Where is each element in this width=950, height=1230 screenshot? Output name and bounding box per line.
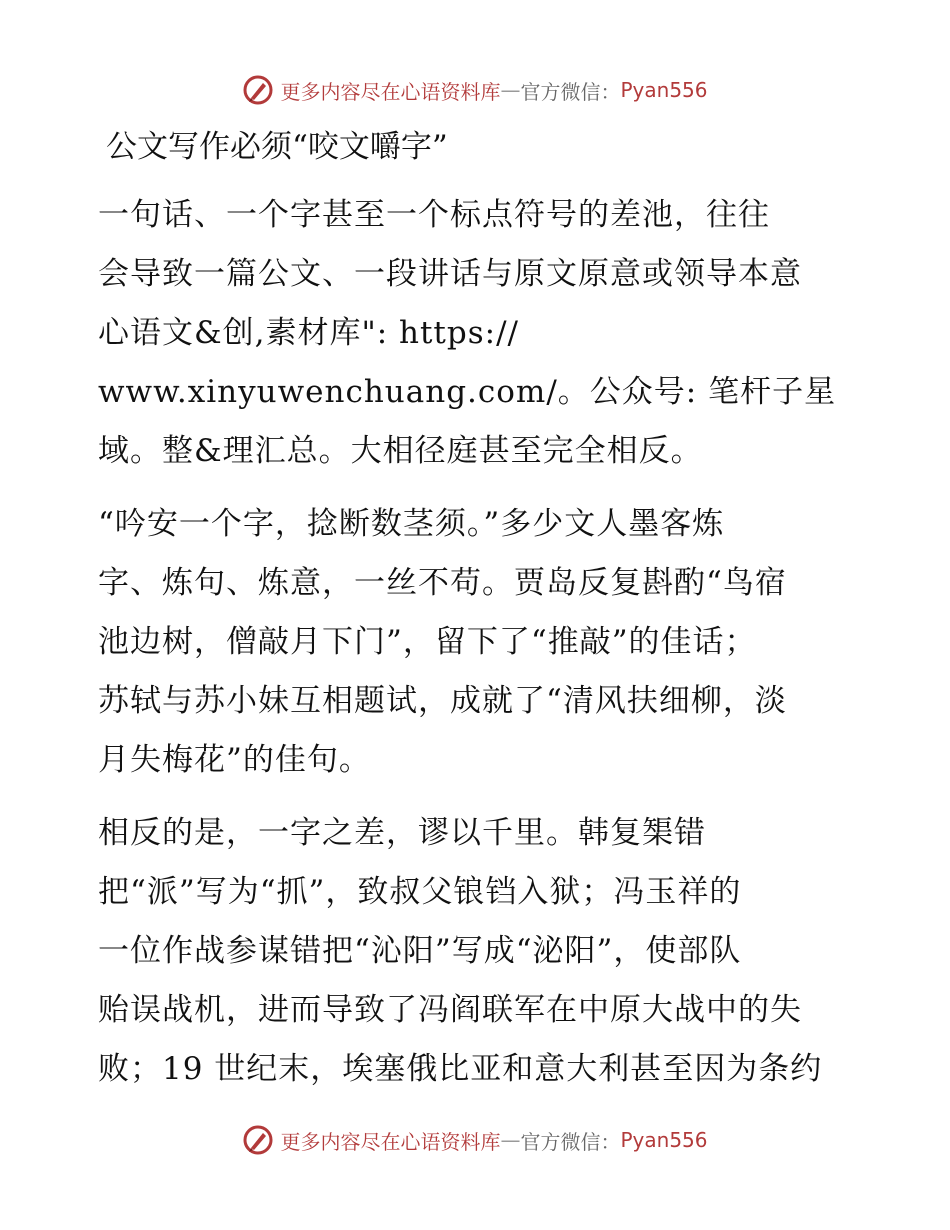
- banner-wechat-label: 官方微信：: [520, 1129, 621, 1154]
- document-body: [98, 118, 858, 1113]
- paragraph-line: www.xinyuwenchuang.com/。公众号: 笔杆子星: [98, 374, 837, 410]
- banner-dash: —: [500, 78, 521, 102]
- banner-main-text: 更多内容尽在心语资料库: [280, 1129, 501, 1154]
- footer-banner: [0, 1120, 950, 1160]
- banner-wechat-id: Pyan556: [620, 1128, 708, 1152]
- banner-dash: —: [500, 1128, 521, 1152]
- pen-logo-icon: [242, 1124, 274, 1156]
- paragraph-line: 字、炼句、炼意，一丝不苟。贾岛反复斟酌“鸟宿: [98, 565, 787, 601]
- paragraph-line: 相反的是，一字之差，谬以千里。韩复榘错: [98, 815, 706, 851]
- paragraph-line: 败；19 世纪末，埃塞俄比亚和意大利甚至因为条约: [98, 1051, 823, 1087]
- paragraph-line: 一句话、一个字甚至一个标点符号的差池，往往: [98, 197, 770, 233]
- banner-wechat-label: 官方微信：: [520, 79, 621, 104]
- paragraph-line: 贻误战机，进而导致了冯阎联军在中原大战中的失: [98, 992, 802, 1028]
- banner-main-text: 更多内容尽在心语资料库: [280, 79, 501, 104]
- header-banner: [0, 70, 950, 110]
- paragraph-line: 会导致一篇公文、一段讲话与原文原意或领导本意: [98, 256, 802, 292]
- banner-wechat-id: Pyan556: [620, 78, 708, 102]
- paragraph-line: 苏轼与苏小妹互相题试，成就了“清风扶细柳，淡: [98, 683, 787, 719]
- paragraph-line: 域。整&理汇总。大相径庭甚至完全相反。: [98, 433, 703, 469]
- paragraph-3: [98, 804, 858, 1099]
- pen-logo-icon: [242, 74, 274, 106]
- paragraph-1: [98, 186, 858, 481]
- paragraph-line: 把“派”写为“抓”，致叔父锒铛入狱；冯玉祥的: [98, 874, 742, 910]
- paragraph-line: 池边树，僧敲月下门”，留下了“推敲”的佳话；: [98, 624, 757, 660]
- document-title: 公文写作必须“咬文嚼字”: [106, 129, 448, 165]
- paragraph-2: [98, 495, 858, 790]
- paragraph-line: 月失梅花”的佳句。: [98, 742, 371, 778]
- paragraph-line: 一位作战参谋错把“沁阳”写成“泌阳”，使部队: [98, 933, 742, 969]
- paragraph-line: “吟安一个字，捻断数茎须。”多少文人墨客炼: [98, 506, 725, 542]
- paragraph-line: 心语文&创,素材库": https://: [98, 315, 519, 351]
